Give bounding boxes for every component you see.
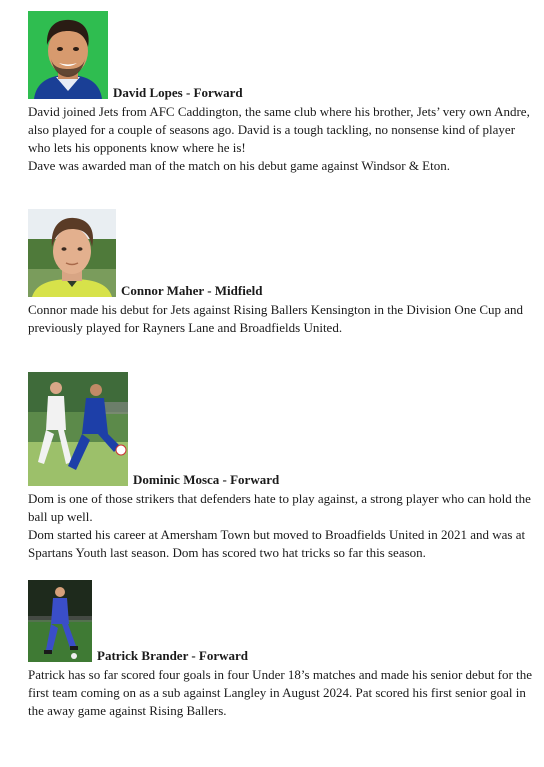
- bio-paragraph: Dom started his career at Amersham Town but moved to Broadfields United in 2021 and was at Spartans Youth last season. Dom has scored two hat tricks so far this season.: [28, 527, 526, 560]
- player-name: Connor Maher - Midfield: [121, 283, 263, 298]
- player-photo-dominic-mosca: [28, 372, 128, 486]
- player-photo-david-lopes: [28, 11, 108, 99]
- player-profile-david-lopes: [28, 11, 532, 175]
- player-bio: [28, 103, 532, 175]
- bio-paragraph: Connor made his debut for Jets against Rising Ballers Kensington in the Division One Cup and previously played for Rayners Lane and Broadfields United.: [28, 302, 524, 335]
- player-profile-connor-maher: [28, 209, 532, 337]
- bio-paragraph: David joined Jets from AFC Caddington, the same club where his brother, Jets’ very own Andre, also played for a couple of seasons ago. David is a tough tackling, no nonsense kind of player who lets his opponents know where he is!: [28, 104, 530, 155]
- player-bio: [28, 301, 532, 337]
- player-photo-patrick-brander: [28, 580, 92, 662]
- bio-paragraph: Dave was awarded man of the match on his debut game against Windsor & Eton.: [28, 158, 450, 173]
- player-header: [28, 580, 532, 662]
- player-name: David Lopes - Forward: [113, 85, 243, 100]
- player-profile-dominic-mosca: [28, 372, 532, 562]
- player-profile-patrick-brander: [28, 580, 532, 720]
- player-header: [28, 372, 532, 486]
- player-photo-connor-maher: [28, 209, 116, 297]
- player-name: Dominic Mosca - Forward: [133, 472, 280, 487]
- player-name: Patrick Brander - Forward: [97, 648, 249, 663]
- player-bio: [28, 666, 532, 720]
- player-bio: [28, 490, 532, 562]
- player-header: [28, 209, 532, 297]
- bio-paragraph: Dom is one of those strikers that defenders hate to play against, a strong player who can hold the ball up well.: [28, 491, 531, 524]
- player-header: [28, 11, 532, 99]
- bio-paragraph: Patrick has so far scored four goals in four Under 18’s matches and made his senior debut for the first team coming on as a sub against Langley in August 2024. Pat scored his first senior goal in the away game against Rising Ballers.: [28, 667, 532, 718]
